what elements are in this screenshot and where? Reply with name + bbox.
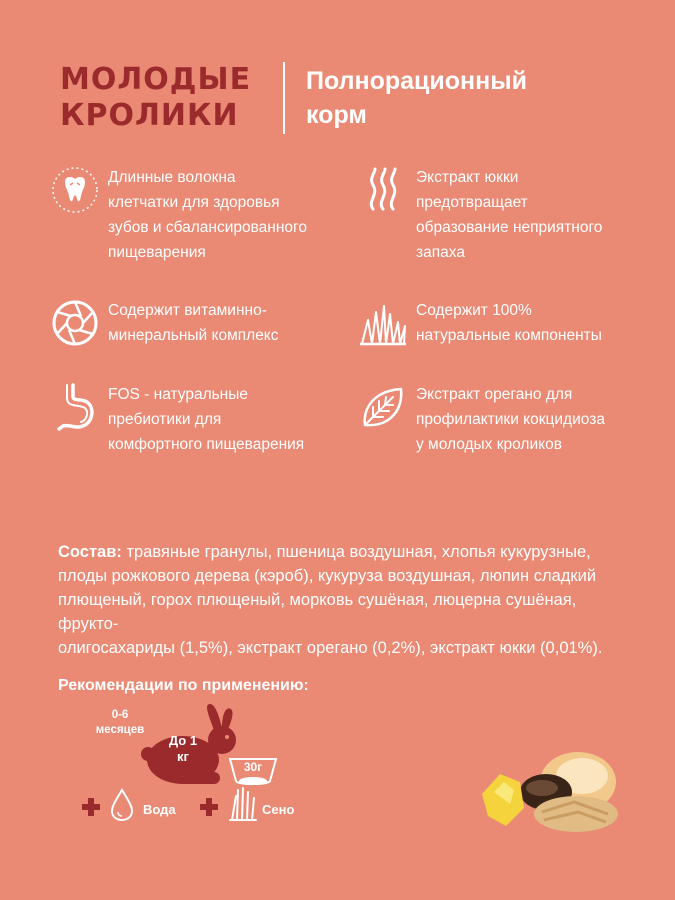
feature-text: Содержит витаминно- минеральный комплекс	[108, 302, 279, 344]
composition-text	[58, 540, 638, 660]
feature-text: Экстракт юкки предотвращает образование неприятного запаха	[416, 169, 603, 261]
aroma-waves-icon	[358, 165, 408, 215]
hay-icon	[228, 786, 258, 827]
plus-icon	[198, 796, 220, 823]
feature-text: Содержит 100% натуральные компоненты	[416, 302, 602, 344]
leaf-icon	[358, 382, 408, 432]
feature-text: FOS - натуральные пребиотики для комфортного пищеварения	[108, 386, 305, 453]
feature-oregano	[358, 382, 605, 457]
hay-label: Сено	[262, 802, 295, 817]
product-type: Полнорационный корм	[306, 67, 527, 129]
aperture-icon	[50, 298, 100, 348]
header	[60, 62, 275, 134]
grass-icon	[358, 298, 408, 348]
feature-text: Длинные волокна клетчатки для здоровья зубов и сбалансированного пищеварения	[108, 169, 307, 261]
water-drop-icon	[110, 788, 134, 827]
header-divider	[283, 62, 285, 134]
portion-amount: 30г	[243, 760, 263, 774]
food-mix-image	[478, 742, 628, 839]
feature-fos	[50, 382, 304, 457]
feature-natural	[358, 298, 602, 348]
water-label: Вода	[143, 802, 176, 817]
stomach-icon	[50, 382, 100, 432]
feature-yucca	[358, 165, 602, 265]
weight-range: До 1 кг	[168, 733, 198, 764]
brand-title: МОЛОДЫЕ КРОЛИКИ	[60, 62, 252, 133]
composition-label: Состав:	[58, 543, 122, 561]
feature-vitamins	[50, 298, 279, 348]
feature-teeth	[50, 165, 307, 265]
tooth-icon	[50, 165, 100, 215]
recommendations-title: Рекомендации по применению:	[58, 677, 309, 694]
plus-icon	[80, 796, 102, 823]
feature-text: Экстракт орегано для профилактики кокцидиоза у молодых кроликов	[416, 386, 605, 453]
age-range: 0-6 месяцев	[95, 709, 145, 736]
composition-ingredients: травяные гранулы, пшеница воздушная, хлопья кукурузные, плоды рожкового дерева (кэроб), кукуруза воздушная, люпин сладкий плющеный, горох плющеный, морковь сушёная, люцерна сушёная, фрукто- олигосахариды (1,5%), экстракт орегано (0,2%), экстракт юкки (0,01%).	[58, 543, 603, 657]
